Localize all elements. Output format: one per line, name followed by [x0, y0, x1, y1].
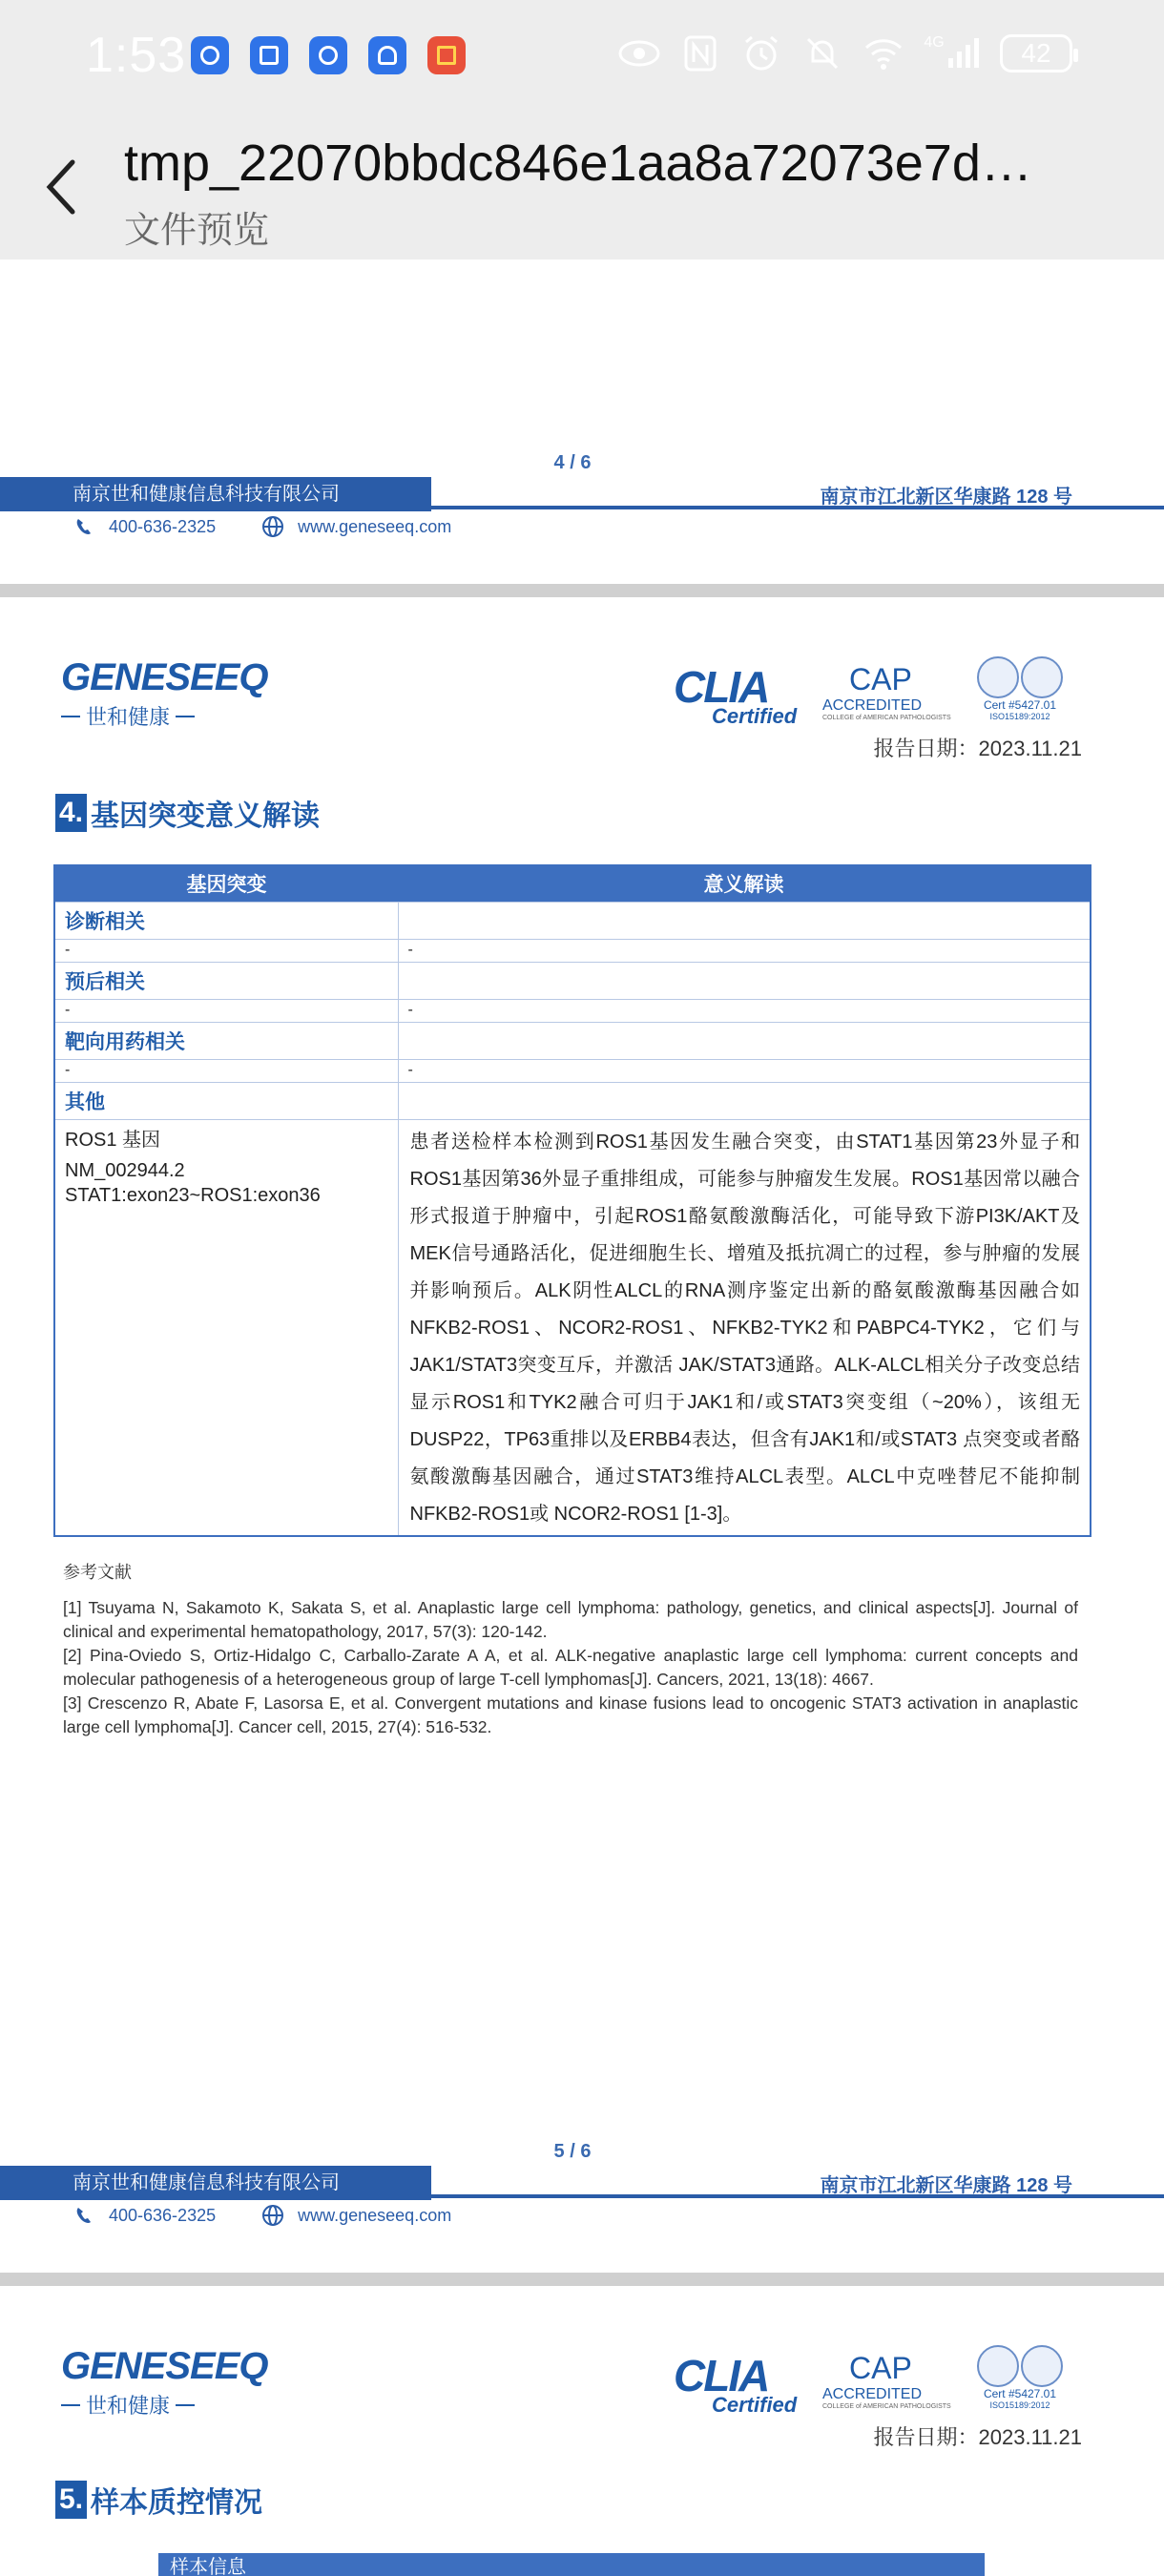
reference-item: [2] Pina-Oviedo S, Ortiz-Hidalgo C, Carballo-Zarate A A, et al. ALK-negative anaplastic large cell lymphoma: current concepts and molecular pathogenesis of a heterogeneous group of large T-cell lymphomas[J]. Cancers, 2021, 13(18): 4667.	[63, 1646, 1078, 1689]
cap-badge: CAP ACCREDITED COLLEGE of AMERICAN PATHOLOGISTS	[822, 662, 951, 721]
page-number: 4 / 6	[553, 452, 592, 473]
references-heading: 参考文献	[63, 1563, 132, 1582]
alarm-icon	[740, 34, 782, 73]
page-4-footer	[0, 452, 1164, 567]
col-gene-header: 基因突变	[54, 865, 398, 902]
report-date: 报告日期：2023.11.21	[873, 2425, 1082, 2449]
col-meaning-header: 意义解读	[398, 865, 1091, 902]
footer-website[interactable]: www.geneseeq.com	[298, 2205, 452, 2225]
table-row	[54, 962, 1091, 999]
notification-icons	[191, 36, 466, 74]
gene-fusion: STAT1:exon23~ROS1:exon36	[65, 1184, 321, 1206]
report-date: 报告日期：2023.11.21	[873, 737, 1082, 760]
geneseeq-logo	[61, 656, 268, 733]
footer-phone: 400-636-2325	[109, 516, 217, 536]
signal-icon	[924, 34, 981, 73]
gene-cell	[54, 1119, 398, 1536]
phone-icon	[73, 2204, 95, 2227]
table-row	[54, 1082, 1091, 1119]
table-row	[54, 1119, 1091, 1536]
mute-icon	[801, 34, 843, 73]
gene-name: ROS1 基因	[65, 1129, 161, 1151]
gene-meaning: 患者送检样本检测到ROS1基因发生融合突变，由STAT1基因第23外显子和ROS1基因第36外显子重排组成，可能参与肿瘤发生发展。ROS1基因常以融合形式报道于肿瘤中，引起ROS1酪氨酸激酶活化，可能导致下游PI3K/AKT及MEK信号通路活化，促进细胞生长、增殖及抵抗凋亡的过程，参与肿瘤的发展并影响预后。ALK阴性ALCL的RNA测序鉴定出新的酪氨酸激酶基因融合如NFKB2-ROS1、NCOR2-ROS1、NFKB2-TYK2和PABPC4-TYK2，它们与JAK1/STAT3突变互斥，并激活 JAK/STAT3通路。ALK-ALCL相关分子改变总结显示ROS1和TYK2融合可归于JAK1和/或STAT3突变组（~20%），该组无DUSP22，TP63重排以及ERBB4表达，但含有JAK1和/或STAT3 点突变或者酪氨酸激酶基因融合，通过STAT3维持ALCL表型。ALCL中克唑替尼不能抑制NFKB2-ROS1或 NCOR2-ROS1 [1-3]。	[398, 1119, 1091, 1536]
category-diagnosis: 诊断相关	[54, 902, 398, 939]
category-targeted: 靶向用药相关	[54, 1022, 398, 1059]
status-time: 1:53	[86, 28, 187, 83]
geneseeq-logo	[61, 2345, 268, 2421]
section-5-title: 5. 样本质控情况	[55, 2479, 262, 2521]
clia-badge: CLIA Certified	[674, 662, 798, 728]
nfc-icon	[679, 34, 721, 73]
footer-website[interactable]: www.geneseeq.com	[298, 516, 452, 536]
eye-icon	[618, 34, 660, 73]
footer-address: 南京市江北新区华康路 128 号	[820, 2175, 1072, 2196]
table-row	[54, 902, 1091, 939]
footer-contact	[73, 2204, 451, 2227]
sample-info-table-header: 样本信息	[158, 2553, 985, 2576]
clia-badge: CLIA Certified	[674, 2351, 798, 2417]
section-4-title: 4. 基因突变意义解读	[55, 792, 320, 834]
table-row: - -	[54, 1059, 1091, 1082]
logo-cn: 世和健康	[61, 701, 223, 731]
wifi-icon	[863, 34, 904, 73]
footer-company: 南京世和健康信息科技有限公司	[0, 477, 431, 511]
table-row: - -	[54, 939, 1091, 962]
back-button[interactable]	[38, 156, 84, 218]
page-separator	[0, 2273, 1164, 2286]
table-row: - -	[54, 999, 1091, 1022]
page-5-header	[0, 656, 1164, 771]
page-separator	[0, 584, 1164, 597]
table-header-row	[54, 865, 1091, 902]
reference-item: [3] Crescenzo R, Abate F, Lasorsa E, et al. Convergent mutations and kinase fusions lead to oncogenic STAT3 activation in anaplastic large cell lymphoma[J]. Cancer cell, 2015, 27(4): 516-532.	[63, 1693, 1078, 1736]
iso-badge: Cert #5427.01 ISO15189:2012	[967, 2345, 1072, 2412]
network-type: 4G	[924, 34, 945, 51]
footer-company: 南京世和健康信息科技有限公司	[0, 2166, 431, 2200]
globe-icon	[261, 2204, 284, 2227]
chevron-left-icon	[42, 156, 80, 218]
gene-nm: NM_002944.2	[65, 1159, 185, 1181]
page-5-footer	[0, 2141, 1164, 2255]
app-notification-icon	[191, 36, 229, 74]
top-bar	[0, 0, 1164, 260]
footer-address: 南京市江北新区华康路 128 号	[820, 487, 1072, 508]
logo-text: GENESEEQ	[61, 656, 268, 698]
references	[63, 1561, 1078, 1739]
category-other: 其他	[54, 1082, 398, 1119]
app-notification-icon	[250, 36, 288, 74]
logo-text: GENESEEQ	[61, 2345, 268, 2387]
app-bar	[0, 113, 1164, 260]
battery-indicator: 42	[1000, 34, 1072, 73]
status-bar	[0, 0, 1164, 113]
iso-badge: Cert #5427.01 ISO15189:2012	[967, 656, 1072, 723]
gene-mutation-table	[53, 864, 1091, 1537]
file-name-title: tmp_22070bbdc846e1aa8a72073e7d…	[124, 135, 1032, 192]
phone-icon	[73, 515, 95, 538]
page-number: 5 / 6	[553, 2141, 592, 2162]
app-notification-icon	[427, 36, 466, 74]
app-notification-icon	[368, 36, 406, 74]
cap-badge: CAP ACCREDITED COLLEGE of AMERICAN PATHOLOGISTS	[822, 2351, 951, 2410]
reference-item: [1] Tsuyama N, Sakamoto K, Sakata S, et al. Anaplastic large cell lymphoma: pathology, genetics, and clinical aspects[J]. Journal of clinical and experimental hematopathology, 2017, 57(3): 120-142.	[63, 1598, 1078, 1641]
category-prognosis: 预后相关	[54, 962, 398, 999]
page-6-header	[0, 2345, 1164, 2460]
footer-phone: 400-636-2325	[109, 2205, 217, 2225]
system-icons	[618, 34, 1072, 73]
app-notification-icon	[309, 36, 347, 74]
logo-cn: 世和健康	[61, 2390, 223, 2420]
globe-icon	[261, 515, 284, 538]
table-row	[54, 1022, 1091, 1059]
file-preview-subtitle: 文件预览	[124, 211, 270, 251]
footer-contact	[73, 515, 451, 538]
